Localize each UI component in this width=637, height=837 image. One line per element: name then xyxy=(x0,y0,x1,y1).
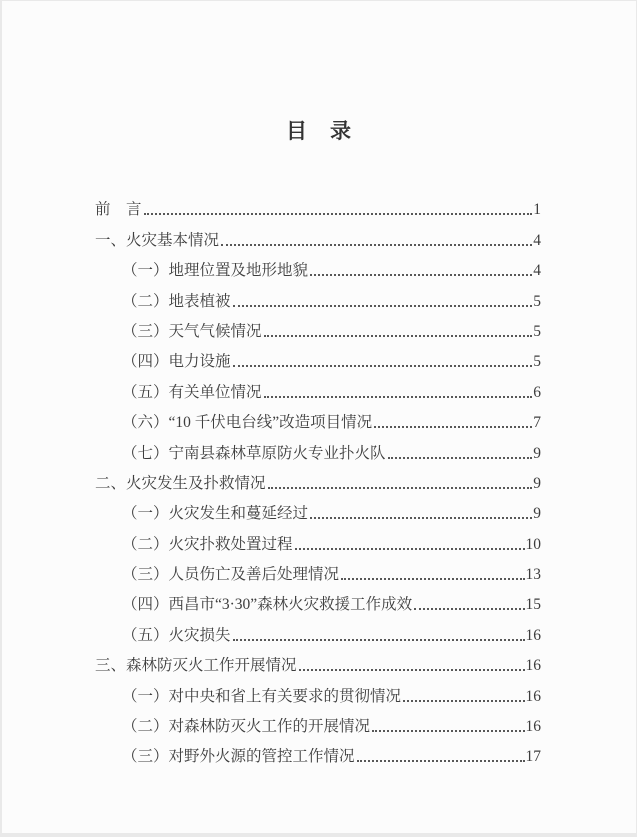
toc-entry-page: 5 xyxy=(533,292,541,310)
toc-leader-dots xyxy=(414,608,524,610)
toc-leader-dots xyxy=(341,578,524,580)
toc-entry xyxy=(95,463,541,493)
toc-list xyxy=(95,189,541,766)
toc-entry xyxy=(95,645,541,675)
toc-entry xyxy=(95,250,541,280)
toc-leader-dots xyxy=(357,760,525,762)
toc-entry-label: （二）火灾扑救处置过程 xyxy=(122,535,293,553)
page-title: 目 录 xyxy=(286,119,352,143)
toc-entry-page: 15 xyxy=(525,596,541,614)
toc-entry xyxy=(95,675,541,705)
toc-entry-page: 9 xyxy=(533,474,541,492)
toc-entry-page: 17 xyxy=(525,748,541,766)
toc-leader-dots xyxy=(144,213,533,215)
toc-leader-dots xyxy=(372,730,524,732)
toc-leader-dots xyxy=(264,396,533,398)
toc-leader-dots xyxy=(233,305,533,307)
toc-entry-label: 三、森林防灭火工作开展情况 xyxy=(95,657,297,675)
toc-entry-label: （五）火灾损失 xyxy=(122,626,231,644)
toc-entry-label: （三）人员伤亡及善后处理情况 xyxy=(122,566,340,584)
toc-entry-label: （一）地理位置及地形地貌 xyxy=(122,262,309,280)
toc-entry xyxy=(95,371,541,401)
toc-leader-dots xyxy=(374,426,532,428)
toc-entry-page: 6 xyxy=(533,383,541,401)
toc-entry-page: 13 xyxy=(525,566,541,584)
toc-entry-label: （一）对中央和省上有关要求的贯彻情况 xyxy=(122,687,402,705)
toc-entry-page: 9 xyxy=(533,505,541,523)
toc-entry xyxy=(95,402,541,432)
toc-entry-label: （二）地表植被 xyxy=(122,292,231,310)
toc-entry xyxy=(95,523,541,553)
toc-leader-dots xyxy=(299,669,525,671)
toc-leader-dots xyxy=(310,274,532,276)
document-page xyxy=(2,1,636,833)
toc-entry-label: （四）西昌市“3·30”森林火灾救援工作成效 xyxy=(122,596,413,614)
toc-entry-page: 1 xyxy=(533,201,541,219)
toc-entry xyxy=(95,554,541,584)
toc-leader-dots xyxy=(310,517,532,519)
toc-entry-page: 16 xyxy=(525,657,541,675)
toc-entry xyxy=(95,614,541,644)
toc-entry-label: （三）对野外火源的管控工作情况 xyxy=(122,748,355,766)
toc-entry xyxy=(95,219,541,249)
toc-entry-label: （一）火灾发生和蔓延经过 xyxy=(122,505,309,523)
toc-leader-dots xyxy=(403,700,524,702)
toc-leader-dots xyxy=(295,548,525,550)
toc-leader-dots xyxy=(264,335,533,337)
toc-entry-page: 7 xyxy=(533,414,541,432)
toc-entry-label: （三）天气气候情况 xyxy=(122,322,262,340)
toc-entry xyxy=(95,311,541,341)
toc-entry-page: 16 xyxy=(525,687,541,705)
toc-leader-dots xyxy=(388,457,533,459)
toc-entry xyxy=(95,736,541,766)
toc-entry-page: 16 xyxy=(525,626,541,644)
toc-entry xyxy=(95,189,541,219)
toc-entry-label: （七）宁南县森林草原防火专业扑火队 xyxy=(122,444,386,462)
toc-entry-label: （二）对森林防灭火工作的开展情况 xyxy=(122,718,371,736)
toc-leader-dots xyxy=(268,487,533,489)
toc-entry-page: 5 xyxy=(533,353,541,371)
toc-entry-page: 4 xyxy=(533,231,541,249)
toc-entry xyxy=(95,584,541,614)
toc-entry-page: 5 xyxy=(533,322,541,340)
toc-entry-label: （四）电力设施 xyxy=(122,353,231,371)
toc-entry-label: 二、火灾发生及扑救情况 xyxy=(95,474,266,492)
toc-leader-dots xyxy=(233,639,525,641)
toc-entry xyxy=(95,432,541,462)
toc-entry-page: 10 xyxy=(525,535,541,553)
toc-entry-label: 一、火灾基本情况 xyxy=(95,231,220,249)
toc-entry-label: 前 言 xyxy=(95,201,142,219)
toc-entry-page: 9 xyxy=(533,444,541,462)
toc-entry xyxy=(95,280,541,310)
toc-entry xyxy=(95,706,541,736)
toc-entry xyxy=(95,493,541,523)
toc-entry-label: （五）有关单位情况 xyxy=(122,383,262,401)
toc-entry-label: （六）“10 千伏电台线”改造项目情况 xyxy=(122,414,373,432)
toc-entry-page: 16 xyxy=(525,718,541,736)
toc-leader-dots xyxy=(233,365,533,367)
toc-entry-page: 4 xyxy=(533,262,541,280)
toc-leader-dots xyxy=(221,244,532,246)
toc-entry xyxy=(95,341,541,371)
